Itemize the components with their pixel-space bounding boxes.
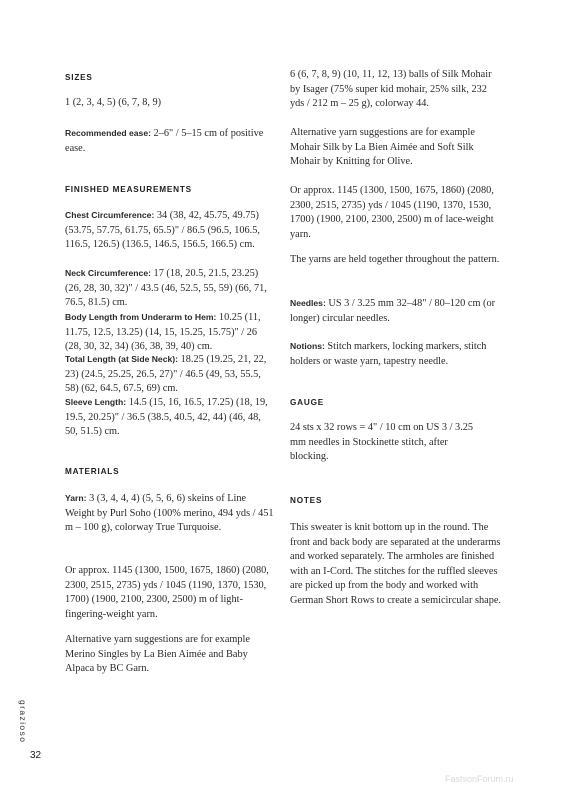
chest-text: 34 (38, 42, 45.75, 49.75) (53.75, 57.75, 61.75, 65.5)" / 86.5 (96.5, 106.5, 116.5, 126.5) (136.5, 146.5, 156.5, 166.5) cm. xyxy=(65,210,260,251)
neck-text: 17 (18, 20.5, 21.5, 23.25) (26, 28, 30, 32)" / 43.5 (46, 52.5, 55, 59) (66, 71, 76.5, 81.5) cm. xyxy=(65,268,267,309)
finished-measurements-heading: FINISHED MEASUREMENTS xyxy=(65,185,192,194)
yarn-approx-1: Or approx. 1145 (1300, 1500, 1675, 1860) (2080, 2300, 2515, 2735) yds / 1045 (1190, 1370, 1530, 1700) (1900, 2100, 2300, 2500) m of light-fingering-weight yarn. xyxy=(65,565,269,620)
body-length-text: 10.25 (11, 11.75, 12.5, 13.25) (14, 15, 15.25, 15.75)" / 26 (28, 30, 32, 34) (36, 38, 39, 40) cm. xyxy=(65,312,261,353)
sleeve-length xyxy=(65,395,275,440)
needles-text: US 3 / 3.25 mm 32–48" / 80–120 cm (or longer) circular needles. xyxy=(290,298,496,324)
ease-text: 2–6" / 5–15 cm of positive ease. xyxy=(65,128,264,154)
gauge-heading: GAUGE xyxy=(290,398,325,407)
body-length xyxy=(65,310,275,355)
notes-text: This sweater is knit bottom up in the round. The front and back body are separated at the underarms and worked separately. The armholes are finished with an I-Cord. The stitches for the ruffled sleeves are picked up from the body and worked with German Short Rows to create a semicircular shape. xyxy=(290,522,502,606)
yarn-approx-2: Or approx. 1145 (1300, 1500, 1675, 1860) (2080, 2300, 2515, 2735) yds / 1045 (1190, 1370, 1530, 1700) (1900, 2100, 2300, 2500) m of lace-weight yarn. xyxy=(290,185,494,240)
neck-circumference xyxy=(65,266,275,311)
sizes-heading: SIZES xyxy=(65,73,93,82)
yarn-text: 3 (3, 4, 4, 4) (5, 5, 6, 6) skeins of Line Weight by Purl Soho (100% merino, 494 yds / 451 m – 100 g), colorway True Turquoise. xyxy=(65,493,274,534)
needles-label: Needles: xyxy=(290,298,326,308)
body-length-label: Body Length from Underarm to Hem: xyxy=(65,312,217,322)
watermark: FashionForum.ru xyxy=(445,774,514,784)
alt-yarn-2: Alternative yarn suggestions are for example Mohair Silk by La Bien Aimée and Soft Silk Mohair by Knitting for Olive. xyxy=(290,127,475,168)
recommended-ease xyxy=(65,126,265,156)
alt-yarn-1: Alternative yarn suggestions are for example Merino Singles by La Bien Aimée and Baby Alpaca by BC Garn. xyxy=(65,634,250,675)
chest-label: Chest Circumference: xyxy=(65,210,155,220)
notions-text: Stitch markers, locking markers, stitch holders or waste yarn, tapestry needle. xyxy=(290,341,487,367)
total-length xyxy=(65,352,275,397)
yarn-label: Yarn: xyxy=(65,493,87,503)
page-number: 32 xyxy=(30,750,42,761)
notions xyxy=(290,339,502,369)
yarns-held-note: The yarns are held together throughout the pattern. xyxy=(290,254,500,265)
sleeve-length-label: Sleeve Length: xyxy=(65,397,127,407)
total-length-text: 18.25 (19.25, 21, 22, 23) (24.5, 25.25, 26.5, 27)" / 46.5 (49, 53, 55.5, 58) (62, 64.5, 67.5, 69) cm. xyxy=(65,354,267,395)
ease-label: Recommended ease: xyxy=(65,128,151,138)
total-length-label: Total Length (at Side Neck): xyxy=(65,354,178,364)
sizes-list: 1 (2, 3, 4, 5) (6, 7, 8, 9) xyxy=(65,97,162,108)
gauge-text: 24 sts x 32 rows = 4" / 10 cm on US 3 / 3.25 mm needles in Stockinette stitch, after blocking. xyxy=(290,422,474,463)
notes-heading: NOTES xyxy=(290,496,323,505)
needles xyxy=(290,296,502,326)
materials-heading: MATERIALS xyxy=(65,467,120,476)
side-running-title: grazioso xyxy=(18,700,28,744)
yarn-main xyxy=(65,491,275,536)
sleeve-length-text: 14.5 (15, 16, 16.5, 17.25) (18, 19, 19.5, 20.25)" / 36.5 (38.5, 40.5, 42, 44) (46, 48, 50, 51.5) cm. xyxy=(65,397,268,438)
neck-label: Neck Circumference: xyxy=(65,268,151,278)
chest-circumference xyxy=(65,208,275,253)
mohair-yarn: 6 (6, 7, 8, 9) (10, 11, 12, 13) balls of Silk Mohair by Isager (75% super kid mohair, 25% silk, 232 yds / 212 m – 25 g), colorway 44. xyxy=(290,69,492,110)
notions-label: Notions: xyxy=(290,341,325,351)
